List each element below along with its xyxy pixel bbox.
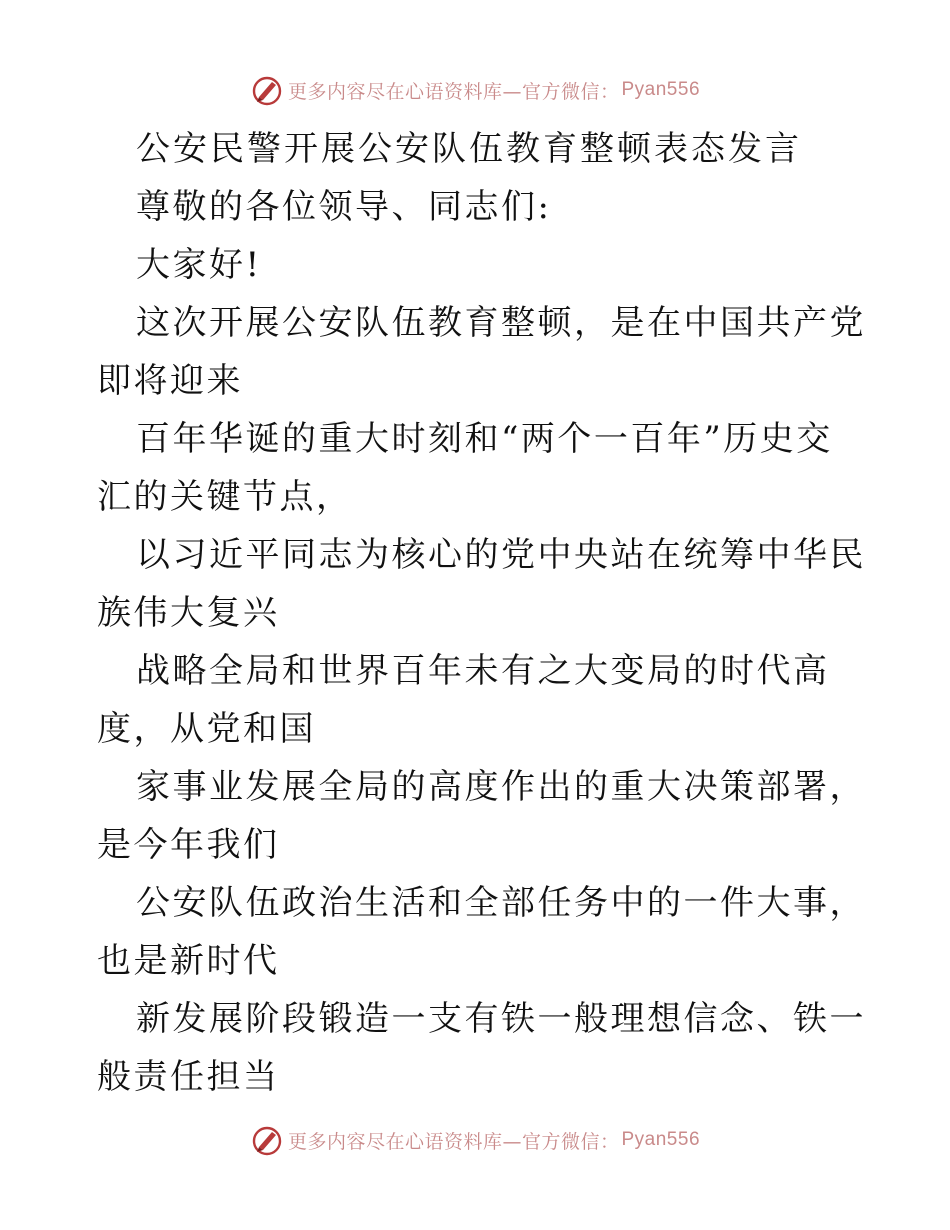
pen-logo-icon	[250, 73, 284, 107]
paragraph: 新发展阶段锻造一支有铁一般理想信念、铁一般责任担当	[97, 999, 866, 1097]
paragraph: 这次开展公安队伍教育整顿，是在中国共产党即将迎来	[97, 303, 866, 401]
document-body	[97, 120, 867, 1106]
watermark-wechat-id: Pyan556	[621, 1129, 701, 1150]
watermark-text: 更多内容尽在心语资料库—官方微信：	[287, 80, 620, 103]
paragraph: 以习近平同志为核心的党中央站在统筹中华民族伟大复兴	[97, 535, 866, 633]
paragraph: 战略全局和世界百年未有之大变局的时代高度，从党和国	[97, 651, 830, 749]
paragraph: 百年华诞的重大时刻和“两个一百年”历史交汇的关键节点，	[97, 419, 833, 517]
footer-watermark	[0, 1120, 950, 1160]
header-watermark	[0, 70, 950, 110]
paragraph: 公安队伍政治生活和全部任务中的一件大事，也是新时代	[97, 883, 866, 981]
watermark-wechat-id: Pyan556	[621, 79, 701, 100]
paragraph-greeting: 大家好!	[136, 245, 262, 285]
document-title: 公安民警开展公安队伍教育整顿表态发言	[136, 129, 802, 169]
paragraph-salutation: 尊敬的各位领导、同志们:	[136, 187, 552, 227]
pen-logo-icon	[250, 1123, 284, 1157]
paragraph: 家事业发展全局的高度作出的重大决策部署，是今年我们	[97, 767, 866, 865]
watermark-text: 更多内容尽在心语资料库—官方微信：	[287, 1130, 620, 1153]
